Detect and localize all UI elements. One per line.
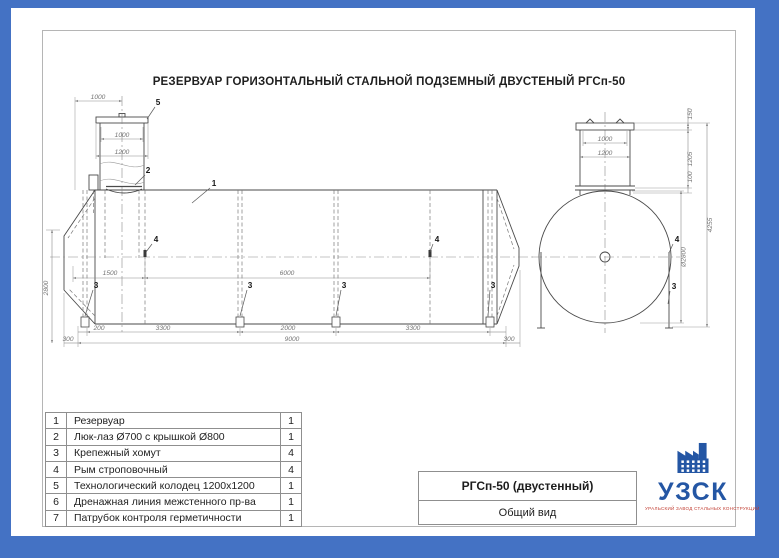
dim-label: 6000	[279, 270, 295, 277]
nozzle-side	[89, 175, 98, 213]
dim-label: 2000	[280, 325, 296, 332]
part-name: Люк-лаз Ø700 с крышкой Ø800	[67, 429, 281, 445]
table-row	[46, 510, 302, 526]
part-qty: 4	[281, 445, 302, 461]
svg-text:3: 3	[341, 281, 347, 290]
dim-label: 1000	[114, 132, 130, 139]
strap-3	[332, 190, 340, 327]
part-name: Патрубок контроля герметичности	[67, 510, 281, 526]
table-row	[46, 461, 302, 477]
title-block	[418, 471, 637, 525]
svg-text:4: 4	[153, 235, 159, 244]
callout-1	[192, 179, 217, 203]
logo-abbr: УЗСК	[658, 478, 728, 506]
part-number: 3	[46, 445, 67, 461]
part-qty: 1	[281, 494, 302, 510]
svg-text:3: 3	[247, 281, 253, 290]
svg-text:5: 5	[155, 98, 161, 107]
svg-text:2: 2	[145, 166, 151, 175]
part-number: 4	[46, 461, 67, 477]
table-row	[46, 429, 302, 445]
dim-label: 100	[687, 171, 694, 183]
part-name: Технологический колодец 1200x1200	[67, 478, 281, 494]
part-qty: 1	[281, 510, 302, 526]
side-view	[43, 94, 535, 347]
dim-label: 200	[93, 325, 105, 332]
dim-label: 1000	[597, 136, 613, 143]
parts-table	[45, 412, 302, 527]
part-number: 2	[46, 429, 67, 445]
dim-label: Ø2800	[680, 247, 688, 267]
dim-label: 300	[503, 336, 515, 343]
dim-label: 150	[687, 108, 694, 120]
dim-label: 1500	[102, 270, 118, 277]
part-qty: 1	[281, 413, 302, 429]
part-qty: 1	[281, 429, 302, 445]
product-name: РГСп-50 (двустенный)	[461, 479, 594, 493]
table-row	[46, 478, 302, 494]
dim-label: 1000	[90, 94, 106, 101]
part-name: Крепежный хомут	[67, 445, 281, 461]
part-qty: 4	[281, 461, 302, 477]
svg-text:3: 3	[671, 282, 677, 291]
dim-label: 300	[62, 336, 74, 343]
part-number: 6	[46, 494, 67, 510]
strap-4	[486, 190, 494, 327]
table-row	[46, 494, 302, 510]
part-name: Резервуар	[67, 413, 281, 429]
callout-2	[135, 166, 151, 185]
factory-icon	[673, 442, 713, 475]
part-number: 1	[46, 413, 67, 429]
end-view	[532, 108, 714, 333]
part-name: Рым строповочный	[67, 461, 281, 477]
dim-label: 3300	[405, 325, 421, 332]
dim-label: 9000	[284, 336, 300, 343]
dim-label: 1200	[597, 150, 613, 157]
svg-text:3: 3	[93, 281, 99, 290]
callout-3-3	[336, 281, 347, 316]
view-name: Общий вид	[419, 500, 636, 525]
lifting-eye-left	[144, 250, 147, 257]
callout-4-right	[430, 235, 440, 252]
logo-tagline: УРАЛЬСКИЙ ЗАВОД СТАЛЬНЫХ КОНСТРУКЦИЙ	[645, 506, 760, 511]
drawing-title: РЕЗЕРВУАР ГОРИЗОНТАЛЬНЫЙ СТАЛЬНОЙ ПОДЗЕМНЫЙ ДВУСТЕНЫЙ РГСп-50	[152, 76, 626, 88]
dim-label: 2800	[43, 280, 50, 296]
dim-label: 4255	[707, 217, 714, 233]
part-number: 7	[46, 510, 67, 526]
dim-label: 1205	[687, 151, 694, 167]
table-row	[46, 445, 302, 461]
callout-4-left	[146, 235, 159, 252]
part-qty: 1	[281, 478, 302, 494]
svg-text:4: 4	[434, 235, 440, 244]
callout-5	[147, 98, 161, 119]
svg-text:3: 3	[490, 281, 496, 290]
uzsk-logo	[645, 442, 760, 512]
svg-text:4: 4	[674, 235, 680, 244]
part-number: 5	[46, 478, 67, 494]
table-row	[46, 413, 302, 429]
dim-label: 3300	[155, 325, 171, 332]
part-name: Дренажная линия межстенного пр-ва	[67, 494, 281, 510]
svg-text:1: 1	[211, 179, 217, 188]
dim-label: 1200	[114, 149, 130, 156]
